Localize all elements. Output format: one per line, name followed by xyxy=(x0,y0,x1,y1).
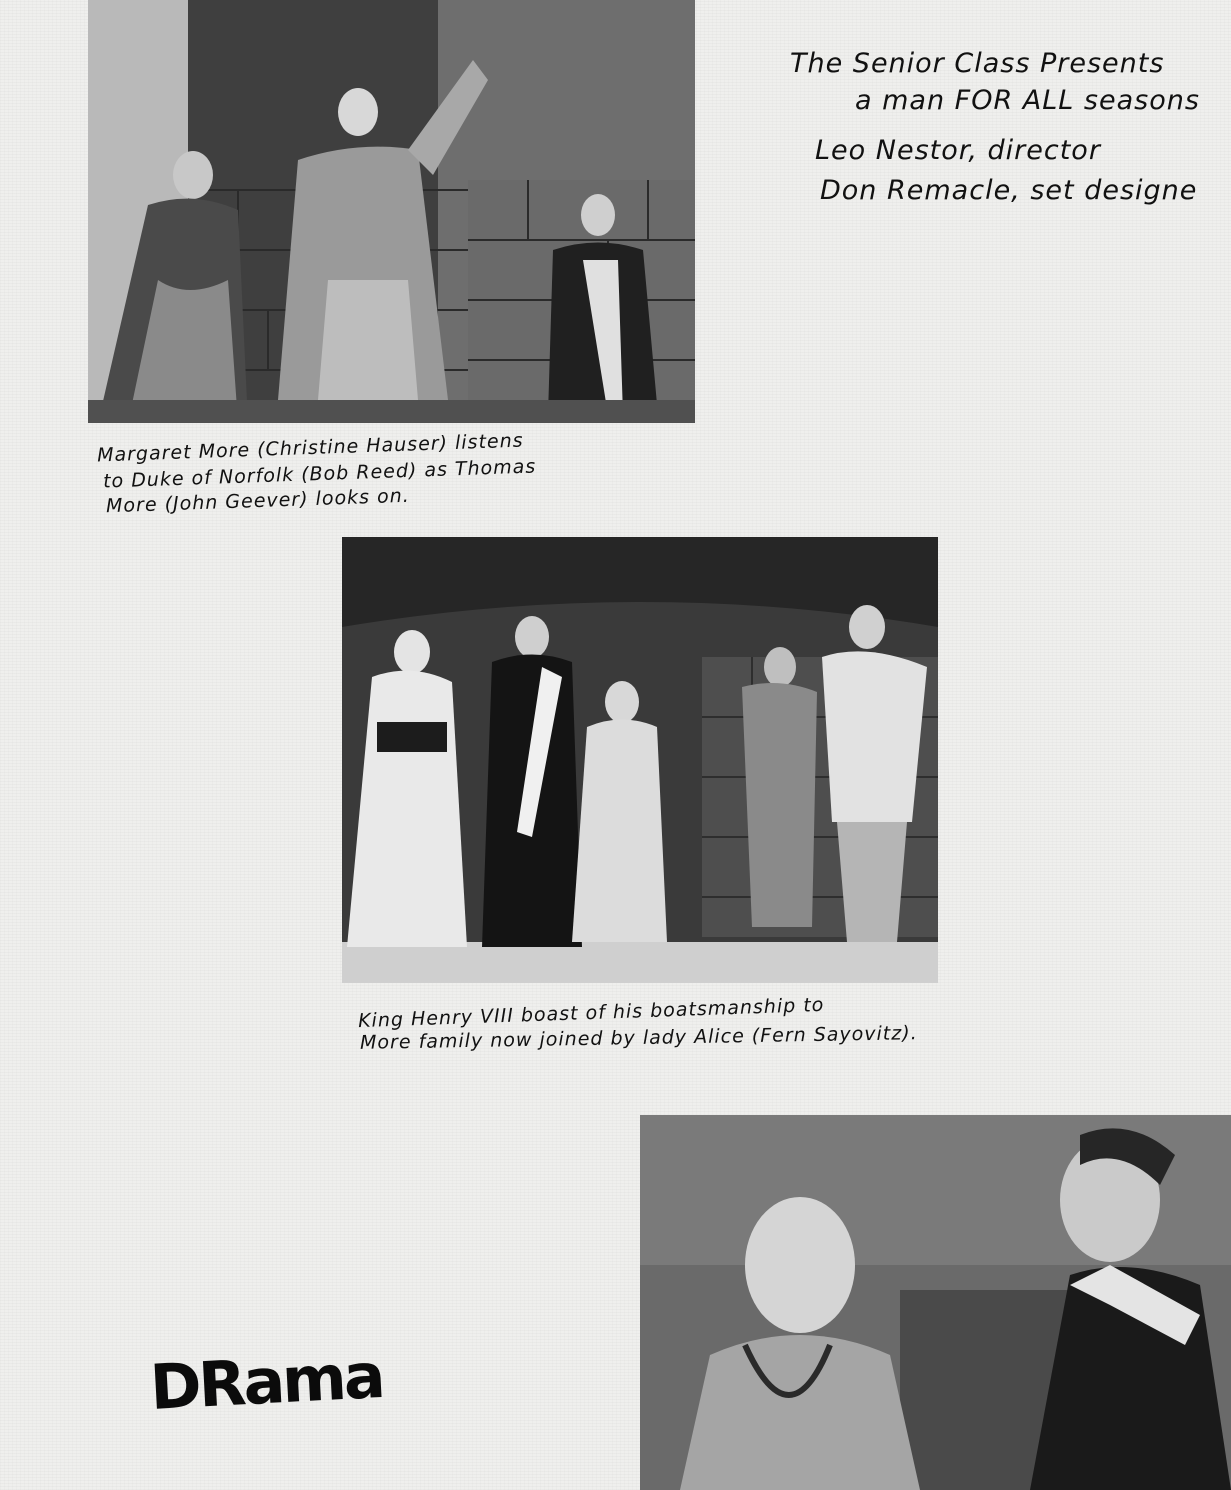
section-title: DRama xyxy=(148,1338,385,1425)
caption-1-line-2: to Duke of Norfolk (Bob Reed) as Thomas xyxy=(102,455,537,493)
caption-1-line-3: More (John Geever) looks on. xyxy=(105,484,411,518)
header-line-3: Leo Nestor, director xyxy=(815,135,1101,166)
caption-1-line-1: Margaret More (Christine Hauser) listens xyxy=(96,429,524,467)
caption-2-line-1: King Henry VIII boast of his boatsmanship to xyxy=(357,993,825,1033)
stage-photo-3 xyxy=(640,1115,1231,1490)
stage-photo-2 xyxy=(342,537,938,983)
header-line-1: The Senior Class Presents xyxy=(790,48,1165,79)
caption-2-line-2: More family now joined by lady Alice (Fern Sayovitz). xyxy=(359,1022,918,1054)
header-line-4: Don Remacle, set designe xyxy=(820,175,1198,206)
header-line-2: a man FOR ALL seasons xyxy=(855,85,1200,116)
stage-photo-1 xyxy=(88,0,695,423)
